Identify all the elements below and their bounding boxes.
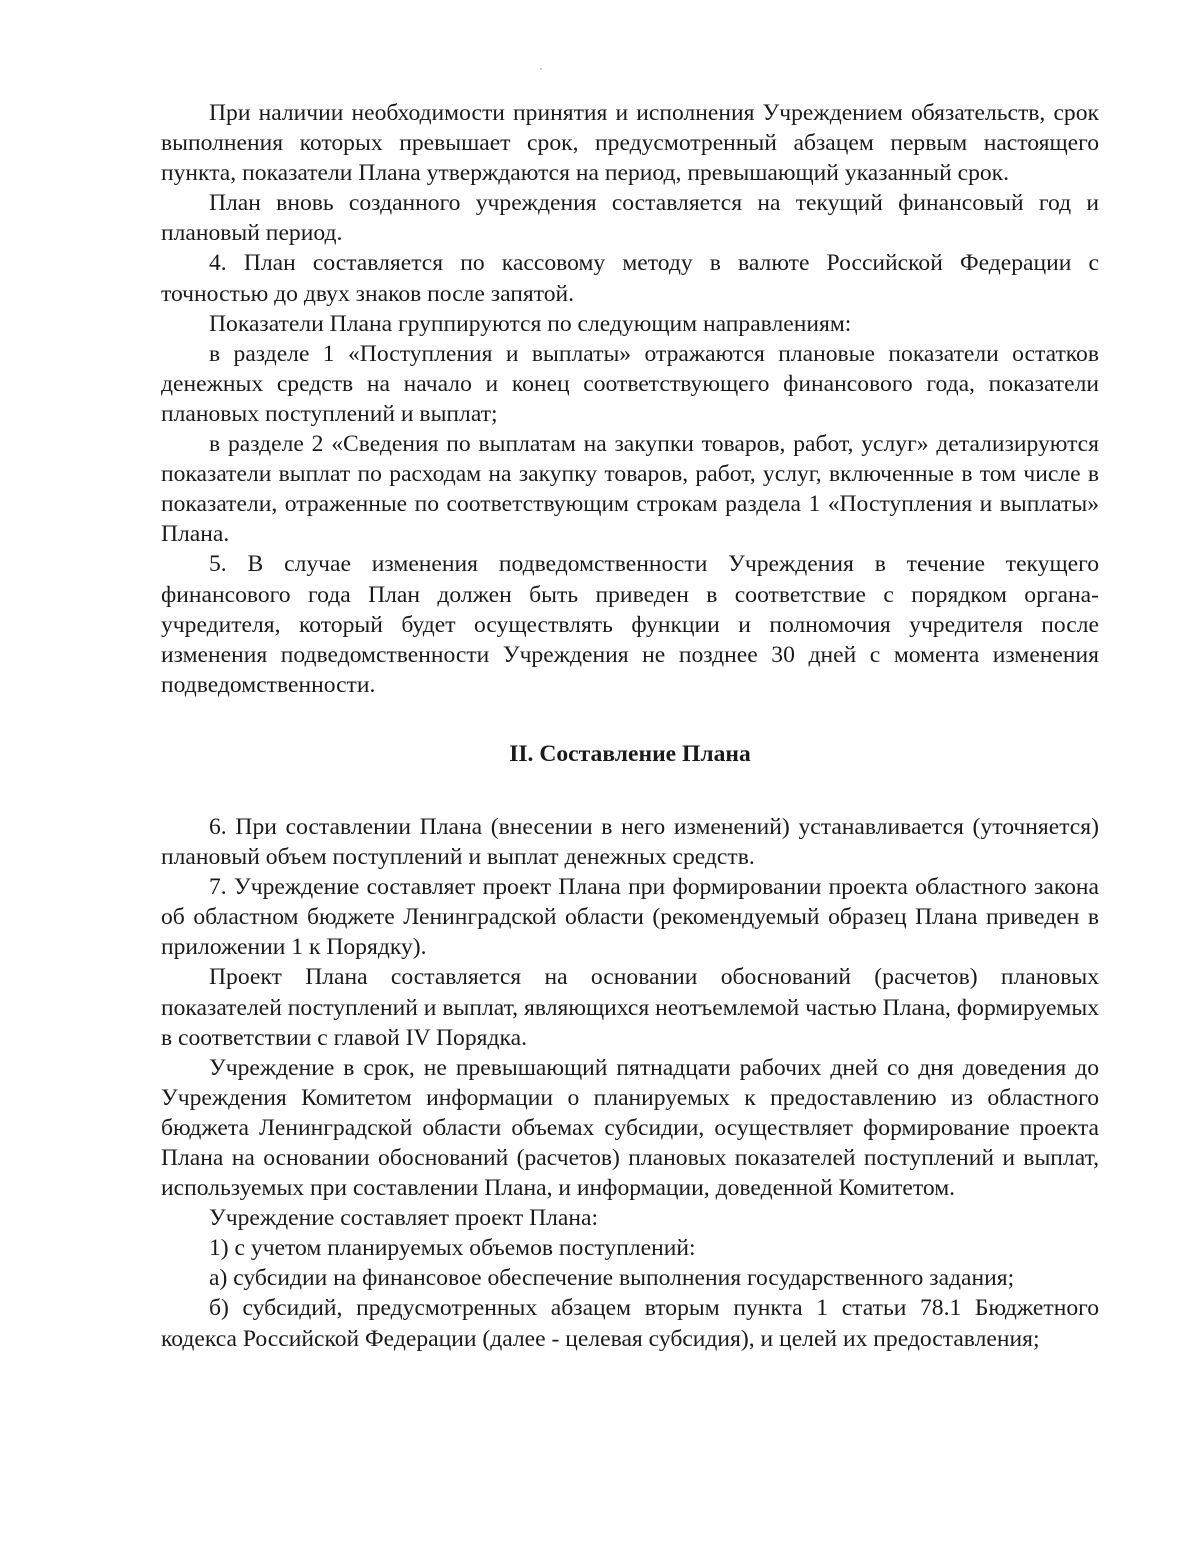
paragraph: в разделе 1 «Поступления и выплаты» отражаются плановые показатели остатков денежных средств на начало и конец соответствующего финансового года, показатели плановых поступлений и выплат; bbox=[161, 340, 1099, 427]
list-item: 1) с учетом планируемых объемов поступлений: bbox=[209, 1235, 696, 1262]
paragraph-item-4: 4. План составляется по кассовому методу в валюте Российской Федерации с точностью до двух знаков после запятой. bbox=[161, 250, 1099, 307]
scan-speck bbox=[540, 68, 542, 70]
paragraph-item-6: 6. При составлении Плана (внесении в него изменений) устанавливается (уточняется) плановый объем поступлений и выплат денежных средств. bbox=[161, 813, 1099, 871]
paragraph: Учреждение в срок, не превышающий пятнадцати рабочих дней со дня доведения до Учреждения Комитетом информации о планируемых к предоставлению из областного бюджета Ленинградской области объемах субсидии, осуществляет формирование проекта Плана на основании обоснований (расчетов) плановых показателей поступлений и выплат, используемых при составлении Плана, и информации, доведенной Комитетом. bbox=[161, 1054, 1099, 1202]
paragraph: Проект Плана составляется на основании обоснований (расчетов) плановых показателей поступлений и выплат, являющихся неотъемлемой частью Плана, формируемых в соответствии с главой IV Порядка. bbox=[161, 964, 1099, 1051]
section-heading: II. Составление Плана bbox=[509, 740, 751, 767]
paragraph: в разделе 2 «Сведения по выплатам на закупки товаров, работ, услуг» детализируются показатели выплат по расходам на закупку товаров, работ, услуг, включенные в том числе в показатели, отраженные по соответствующим строкам раздела 1 «Поступления и выплаты» Плана. bbox=[161, 431, 1099, 548]
list-item: а) субсидии на финансовое обеспечение выполнения государственного задания; bbox=[209, 1265, 1015, 1292]
paragraph-item-5: 5. В случае изменения подведомственности Учреждения в течение текущего финансового года План должен быть приведен в соответствие с порядком органа-учредителя, который будет осуществлять функции и полномочия учредителя после изменения подведомственности Учреждения не позднее 30 дней с момента изменения подведомственности. bbox=[161, 551, 1099, 698]
paragraph: План вновь созданного учреждения составляется на текущий финансовый год и плановый период. bbox=[161, 190, 1099, 247]
list-item: б) субсидий, предусмотренных абзацем вторым пункта 1 статьи 78.1 Бюджетного кодекса Российской Федерации (далее - целевая субсидия), и целей их предоставления; bbox=[161, 1295, 1099, 1352]
paragraph: Показатели Плана группируются по следующим направлениям: bbox=[209, 310, 852, 337]
paragraph: При наличии необходимости принятия и исполнения Учреждением обязательств, срок выполнения которых превышает срок, предусмотренный абзацем первым настоящего пункта, показатели Плана утверждаются на период, превышающий указанный срок. bbox=[161, 100, 1099, 187]
document-body bbox=[161, 98, 1099, 1354]
paragraph-item-7: 7. Учреждение составляет проект Плана при формировании проекта областного закона об областном бюджете Ленинградской области (рекомендуемый образец Плана приведен в приложении 1 к Порядку). bbox=[161, 874, 1099, 961]
paragraph: Учреждение составляет проект Плана: bbox=[209, 1205, 599, 1232]
